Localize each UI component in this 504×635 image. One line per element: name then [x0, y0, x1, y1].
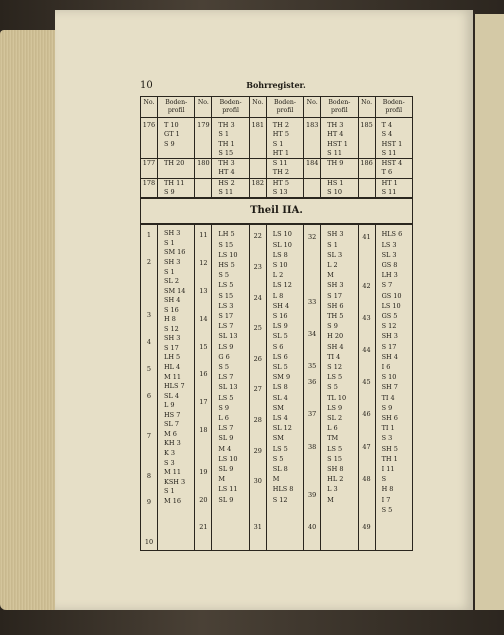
bore-number: 23 [253, 262, 262, 271]
spacer [304, 262, 320, 278]
bore-number: 37 [308, 410, 317, 419]
section-title: Theil IIA. [141, 198, 413, 224]
bore-number: 2 [146, 258, 152, 267]
bore-number: 27 [253, 385, 262, 394]
bore-number: 13 [199, 287, 208, 295]
spacer [359, 326, 375, 342]
soil-profile: TH 20 [158, 159, 195, 179]
bore-number: 5 [146, 364, 152, 373]
soil-profile: TH 9 [321, 159, 358, 179]
bore-numbers-column [304, 224, 321, 550]
bore-number: 4 [146, 338, 152, 347]
soil-profile: T 10 GT 1 S 9 [158, 118, 195, 159]
bore-number: 14 [199, 314, 208, 323]
bore-number: 48 [362, 474, 371, 483]
spacer [304, 471, 320, 487]
bore-number: 24 [253, 293, 262, 302]
column-header: No. [358, 97, 375, 118]
spacer [195, 327, 211, 341]
bore-number: 182 [249, 178, 266, 198]
page-number: 10 [140, 80, 153, 91]
section-row [141, 198, 413, 224]
column-header: No. [304, 97, 321, 118]
spacer [304, 245, 320, 261]
bore-number: 15 [199, 342, 208, 351]
soil-profile: HT 5 S 13 [266, 178, 303, 198]
bore-numbers-column [141, 224, 158, 550]
bore-number: 180 [195, 159, 212, 179]
bore-number-list [141, 229, 157, 549]
spacer [250, 428, 266, 443]
soil-profile: S 11 TH 2 [266, 159, 303, 179]
spacer [359, 390, 375, 406]
bore-number: 178 [141, 178, 158, 198]
spacer [250, 367, 266, 382]
bore-number [358, 178, 375, 198]
spacer [141, 403, 157, 416]
bore-numbers-column [358, 224, 375, 550]
spacer [250, 306, 266, 321]
spacer [304, 423, 320, 439]
spacer [195, 355, 211, 369]
spacer [195, 410, 211, 424]
bore-number-list [304, 229, 320, 535]
bore-number: 46 [362, 410, 371, 419]
spacer [141, 323, 157, 336]
bore-number: 40 [308, 523, 317, 532]
bore-number: 34 [308, 329, 317, 338]
bore-number: 30 [253, 477, 262, 486]
soil-profile: SH 3 S 1 SM 16 SH 3 S 1 SL 2 SM 14 SH 4 S 16 H 8 S 12 SH 3 S 17 LH 5 HL 4 M 11 HLS 7 SL 4 L 9 HS 7 SL 7 M 6 KH 3 K 3 S 3 M 11 KSH 3 S 1 M 16 [158, 224, 195, 550]
drilling-register-table [140, 96, 413, 551]
soil-profile: LH 5 S 15 LS 10 HS 5 S 5 LS 5 S 15 LS 3 S 17 LS 7 SL 13 LS 9 G 6 S 5 LS 7 SL 13 LS 5 S 9 L 6 LS 7 SL 9 M 4 LS 10 SL 9 M LS 11 SL 9 [212, 224, 249, 550]
bore-number: 31 [253, 523, 262, 532]
bore-number: 45 [362, 378, 371, 387]
bore-number-list [359, 229, 375, 535]
spacer [359, 503, 375, 519]
spacer [141, 483, 157, 496]
spacer [141, 243, 157, 256]
soil-profile: SH 3 S 1 SL 3 L 2 M SH 3 S 17 SH 6 TH 5 S 9 H 20 SH 4 TI 4 S 12 LS 5 S 5 TL 10 LS 9 SL 2 L 6 TM LS 5 S 15 SH 8 HL 2 L 3 M [321, 224, 358, 550]
bore-number: 8 [146, 471, 152, 480]
table-header-row [141, 97, 413, 118]
bore-number: 44 [362, 346, 371, 355]
spacer [250, 275, 266, 290]
soil-profile: TH 3 HT 4 HST 1 S 11 [321, 118, 358, 159]
bore-number: 26 [253, 354, 262, 363]
spacer [141, 269, 157, 282]
spacer [250, 398, 266, 413]
bore-number: 1 [146, 231, 152, 240]
bore-numbers-column [249, 224, 266, 550]
spacer [304, 503, 320, 519]
spacer [195, 299, 211, 313]
soil-profile: TH 11 S 9 [158, 178, 195, 198]
spacer [141, 349, 157, 362]
bore-number: 16 [199, 370, 208, 379]
spacer [359, 455, 375, 471]
bore-number: 35 [308, 362, 317, 371]
spacer [304, 278, 320, 294]
soil-profile: HST 4 T 6 [375, 159, 412, 179]
bore-number: 20 [199, 495, 208, 504]
table-row [141, 224, 413, 550]
bore-number: 25 [253, 324, 262, 333]
spacer [141, 416, 157, 429]
bore-number: 184 [304, 159, 321, 179]
bore-number: 41 [362, 233, 371, 242]
soil-profile: HLS 6 LS 3 SL 3 GS 8 LH 3 S 7 GS 10 LS 10 GS 5 S 12 SH 3 S 17 SH 4 I 6 S 10 SH 7 TI 4 S 9 SH 6 TI 1 S 3 SH 5 TH 1 I 11 S H 8 I 7 S 5 [375, 224, 412, 550]
spacer [195, 452, 211, 466]
spacer [195, 508, 211, 522]
table-row [141, 118, 413, 159]
spacer [195, 438, 211, 452]
soil-profile: TH 2 HT 5 S 1 HT 1 [266, 118, 303, 159]
bore-numbers-column [195, 224, 212, 550]
bore-number: 32 [308, 233, 317, 242]
bore-number: 38 [308, 442, 317, 451]
table-row [141, 178, 413, 198]
bore-number: 43 [362, 313, 371, 322]
bore-number: 22 [253, 232, 262, 241]
soil-profile: HT 1 S 11 [375, 178, 412, 198]
spacer [359, 423, 375, 439]
spacer [359, 358, 375, 374]
bore-number: 7 [146, 431, 152, 440]
bore-number: 49 [362, 523, 371, 532]
spacer [141, 510, 157, 523]
column-header: No. [141, 97, 158, 118]
bore-number: 9 [146, 498, 152, 507]
bore-number: 19 [199, 467, 208, 476]
bore-number: 177 [141, 159, 158, 179]
column-header: Boden- profil [266, 97, 303, 118]
bore-number [249, 159, 266, 179]
spacer [359, 294, 375, 310]
column-header: Boden- profil [158, 97, 195, 118]
bore-number: 21 [199, 523, 208, 532]
spacer [250, 459, 266, 474]
soil-profile: LS 10 SL 10 LS 8 S 10 L 2 LS 12 L 8 SH 4 S 16 LS 9 SL 5 S 6 LS 6 SL 5 SM 9 LS 8 SL 4 SM LS 4 SL 12 SM LS 5 S 5 SL 8 M HLS 8 S 12 [266, 224, 303, 550]
spacer [250, 245, 266, 260]
spacer [141, 296, 157, 309]
soil-profile: TH 3 S 1 TH 1 S 15 [212, 118, 249, 159]
facing-page [475, 14, 504, 610]
spacer [195, 271, 211, 285]
soil-profile: T 4 S 4 HST 1 S 11 [375, 118, 412, 159]
spacer [250, 489, 266, 504]
spacer [195, 480, 211, 494]
spacer [195, 243, 211, 257]
column-header: Boden- profil [212, 97, 249, 118]
bore-number [304, 178, 321, 198]
spacer [359, 262, 375, 278]
spacer [359, 487, 375, 503]
column-header: No. [249, 97, 266, 118]
soil-profile: HS 1 S 10 [321, 178, 358, 198]
spacer [304, 310, 320, 326]
bore-number: 47 [362, 442, 371, 451]
bore-number: 36 [308, 378, 317, 387]
spacer [141, 456, 157, 469]
bore-number: 185 [358, 118, 375, 159]
column-header: Boden- profil [375, 97, 412, 118]
spacer [141, 376, 157, 389]
bore-number: 186 [358, 159, 375, 179]
spacer [141, 443, 157, 456]
column-header: Boden- profil [321, 97, 358, 118]
bore-number: 176 [141, 118, 158, 159]
bore-number: 17 [199, 398, 208, 407]
bore-number: 29 [253, 446, 262, 455]
bore-number: 10 [144, 538, 154, 547]
page-title: Bohrregister. [246, 80, 306, 90]
bore-number: 39 [308, 490, 317, 499]
bore-number: 12 [199, 259, 208, 268]
bore-number: 11 [199, 231, 208, 240]
spacer [250, 505, 266, 520]
bore-number-list [250, 229, 266, 535]
bore-number: 3 [146, 311, 152, 320]
bore-number [195, 178, 212, 198]
bore-number: 42 [362, 281, 371, 290]
bore-number: 33 [308, 297, 317, 306]
spacer [141, 523, 157, 536]
spacer [359, 245, 375, 261]
page-edges [0, 30, 62, 610]
bore-number: 18 [199, 426, 208, 435]
bore-number: 183 [304, 118, 321, 159]
soil-profile: HS 2 S 11 [212, 178, 249, 198]
spacer [304, 342, 320, 358]
column-header: No. [195, 97, 212, 118]
spacer [304, 390, 320, 406]
bore-number: 181 [249, 118, 266, 159]
soil-profile: TH 3 HT 4 [212, 159, 249, 179]
bore-number: 6 [146, 391, 152, 400]
bore-number: 179 [195, 118, 212, 159]
bore-number-list [195, 229, 211, 535]
bore-number: 28 [253, 415, 262, 424]
spacer [141, 283, 157, 296]
spacer [304, 455, 320, 471]
spacer [195, 382, 211, 396]
table-row [141, 159, 413, 179]
spacer [250, 336, 266, 351]
